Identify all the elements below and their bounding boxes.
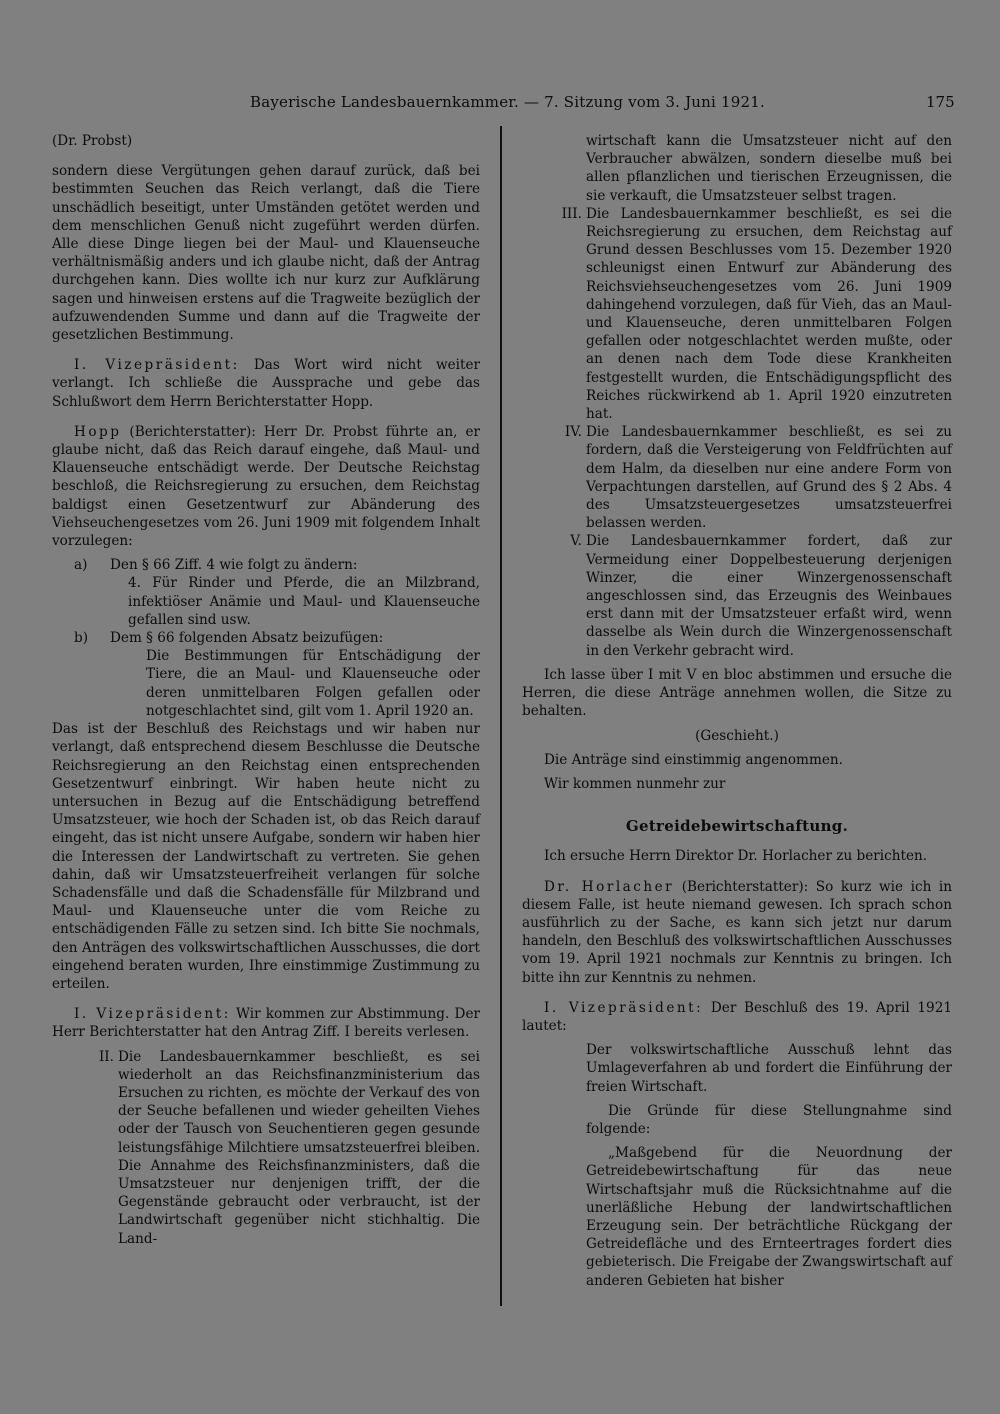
motion-text: Die Annahme des Reichsfinanzministers, daß die Umsatzsteuer nur denjenigen trifft, der die Gegenstände gebraucht oder verbraucht, ist der Landwirtschaft gegenüber nicht stichhaltig. Die Land- [118,1157,480,1247]
paragraph: Ich ersuche Herrn Direktor Dr. Horlacher zu berichten. [544,848,928,865]
speech-text: (Berichterstatter): So kurz wie ich in diesem Falle, ist heute niemand gewesen. Ich sprach schon ausführlich zu der Sache, es kann sich jetzt nur darum handeln, den Beschluß des volkswirtschaftlichen Ausschusses vom 19. April 1921 nochmals zur Kenntnis zu bringen. Ich bitte ihn zur Kenntnis zu nehmen. [522,878,952,986]
motion-item [522,205,952,423]
motion-number: II. [98,1048,114,1065]
speaker-name: I. Vizepräsident: [74,357,240,374]
speaker-continuation: (Dr. Probst) [52,133,133,149]
quoted-resolution: Die Gründe für diese Stellungnahme sind folgende: [586,1102,952,1137]
list-marker: a) [74,557,88,574]
list-item [52,556,480,574]
quoted-provision: 4. Für Rinder und Pferde, die an Milzbrand, infektiöser Anämie und Maul- und Klauenseuche gefallen sind usw. [128,575,480,628]
speech-paragraph [52,356,480,411]
motion-continuation [52,1157,480,1248]
speech-text: (Berichterstatter): Herr Dr. Probst führte an, er glaube nicht, daß das Reich darauf eingehe, daß Maul- und Klauenseuche entschädigt werde. Der Deutsche Reichstag beschloß, die Reichsregierung zu ersuchen, dem Reichstag baldigst einen Gesetzentwurf zur Abänderung des Viehseuchengesetzes vom 26. Juni 1909 mit folgendem Inhalt vorzulegen: [52,423,480,550]
speech-text: Das Wort wird nicht weiter verlangt. Ich schließe die Aussprache und gebe das Schlußwort dem Herrn Berichterstatter Hopp. [52,357,481,410]
motion-text: Die Landesbauernkammer fordert, daß zur Vermeidung einer Doppelbesteuerung derjenigen Winzer, die einer Winzergenossenschaft angeschlossen sind, das Erzeugnis des Weinbaues erst dann mit der Umsatzsteuer erfaßt wird, wenn dasselbe als Wein durch die Winzergenossenschaft in den Verkehr gebracht wird. [586,533,952,659]
quoted-resolution: Der volkswirtschaftliche Ausschuß lehnt das Umlageverfahren ab und fordert die Einführung der freien Wirtschaft. [586,1042,952,1095]
speaker-name: Hopp [74,423,122,440]
column-divider [500,126,502,1306]
right-column [522,132,952,1290]
speech-text: Der Beschluß des 19. April 1921 lautet: [522,999,952,1034]
paragraph: sondern diese Vergütungen gehen darauf zurück, daß bei bestimmten Seuchen das Reich verlangt, daß die Tiere unschädlich beseitigt, unter Umständen getötet werden und dem menschlichen Genuß nicht zugeführt werden dürfen. Alle diese Dinge liegen bei der Maul- und Klauenseuche verhältnismäßig anders und ich glaube nicht, daß der Antrag durchgehen kann. Dies wollte ich nur kurz zur Aufklärung sagen und hinweisen erstens auf die Tragweite bezüglich der aufzuwendenden Summe und dann auf die Tragweite der gesetzlichen Bestimmung. [52,163,480,344]
motion-continuation [522,132,952,205]
motion-text: wirtschaft kann die Umsatzsteuer nicht auf den Verbraucher abwälzen, sondern dieselbe muß bei allen pflanzlichen und tierischen Erzeugnissen, die sie verkauft, die Umsatzsteuer selbst tragen. [586,133,952,204]
speech-paragraph [52,423,480,550]
motion-item [522,423,952,532]
list-text: Dem § 66 folgenden Absatz beizufügen: [110,630,384,647]
motion-number: IV. [564,424,582,441]
quoted-resolution: „Maßgebend für die Neuordnung der Getreidebewirtschaftung für das neue Wirtschaftsjahr muß die Rücksichtnahme auf die unerläßliche Hebung der landwirtschaftlichen Erzeugung sein. Der beträchtliche Rückgang der Getreidefläche und des Ernteertrages fordert dies gebieterisch. Die Freigabe der Zwangswirtschaft auf anderen Gebieten hat bisher [586,1145,952,1289]
speaker-name: Dr. Horlacher [544,878,675,895]
paragraph: Ich lasse über I mit V en bloc abstimmen und ersuche die Herren, die diese Anträge annehmen wollen, die Sitze zu behalten. [522,666,952,720]
left-column [52,132,480,1248]
running-title: Bayerische Landesbauernkammer. — 7. Sitzung vom 3. Juni 1921. [250,93,765,111]
motion-number: III. [561,205,582,222]
speech-paragraph [522,999,952,1035]
speech-text: Wir kommen zur Abstimmung. Der Herr Berichterstatter hat den Antrag Ziff. I bereits verlesen. [52,1006,480,1041]
paragraph: Das ist der Beschluß des Reichstags und wir haben nur verlangt, daß entsprechend diesem Beschlusse die Deutsche Reichsregierung an den Reichstag einen entsprechenden Gesetzentwurf einbringt. Wir haben heute nicht zu untersuchen in Bezug auf die Entschädigung betreffend Umsatzsteuer, wie hoch der Schaden ist, ob das Reich darauf eingeht, das ist nicht unsere Aufgabe, sondern wir haben hier die Interessen der Landwirtschaft zu vertreten. Sie gehen dahin, daß wir Umsatzsteuerfreiheit verlangen für solche Schadensfälle und daß die Schadensfälle für Milzbrand und Maul- und Klauenseuche unter die vom Reiche zu entschädigenden Fälle zu setzen sind. Ich bitte Sie nochmals, den Anträgen des volkswirtschaftlichen Ausschusses, die dort eingehend beraten wurden, Ihre einstimmige Zustimmung zu erteilen. [52,721,480,992]
motion-text: Die Landesbauernkammer beschließt, es sei die Reichsregierung zu ersuchen, dem Reichstag auf Grund dessen Beschlusses vom 15. Dezember 1920 schleunigst einen Entwurf zur Abänderung des Reichsviehseuchengesetzes vom 26. Juni 1909 dahingehend vorzulegen, daß für Vieh, das an Maul- und Klauenseuche, deren unmittelbaren Folgen gefallen oder notgeschlachtet werden mußte, oder an denen nach dem Tode diese Krankheiten festgestellt wurden, die Entschädigungspflicht des Reiches rückwirkend ab 1. April 1920 einzutreten hat. [586,205,952,423]
speech-paragraph [522,878,952,987]
paragraph: Die Anträge sind einstimmig angenommen. [544,751,843,768]
motion-item [522,532,952,659]
motion-text: Die Landesbauernkammer beschließt, es sei wiederholt an das Reichsfinanzministerium das Ersuchen zu richten, es möchte der Verkauf des von der Seuche befallenen und wieder geheilten Viehes oder der Tausch von Seuchentieren gegen gesunde leistungsfähige Milchtiere umsatzsteuerfrei bleiben. [118,1048,481,1156]
page-number: 175 [926,93,955,111]
list-text: Den § 66 Ziff. 4 wie folgt zu ändern: [110,557,358,574]
speech-paragraph [52,1005,480,1041]
quoted-provision: Die Bestimmungen für Entschädigung der Tiere, die an Maul- und Klauenseuche oder deren unmittelbaren Folgen gefallen oder notgeschlachtet sind, gilt vom 1. April 1920 an. [146,648,480,719]
list-marker: b) [74,630,89,647]
paragraph: Wir kommen nunmehr zur [544,775,726,792]
stage-direction: (Geschieht.) [695,727,779,744]
speaker-name: I. Vizepräsident: [74,1006,231,1023]
motion-text: Die Landesbauernkammer beschließt, es sei zu fordern, daß die Versteigerung von Feldfrüchten auf dem Halm, da dieselben nur eine andere Form von Verpachtungen darstellen, auf Grund des § 2 Abs. 4 des Umsatzsteuergesetzes umsatzsteuerfrei belassen werden. [586,424,952,532]
speaker-name: I. Vizepräsident: [544,999,704,1016]
list-item [52,629,480,647]
motion-item [52,1048,480,1157]
section-heading: Getreidebewirtschaftung. [625,817,849,836]
motion-number: V. [570,533,582,550]
